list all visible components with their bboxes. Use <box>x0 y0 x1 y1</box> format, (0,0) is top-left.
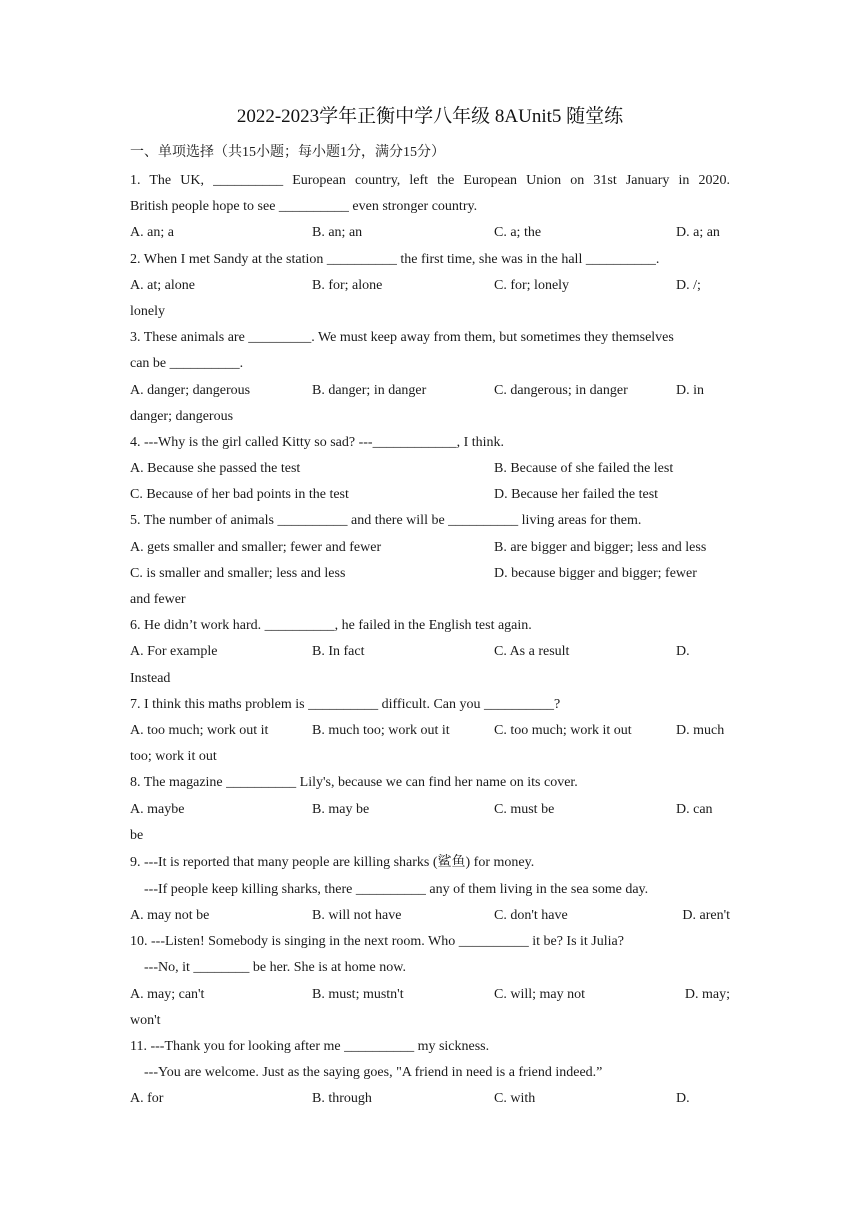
question-stem: 3. These animals are _________. We must keep away from them, but sometimes they themselves <box>130 330 674 346</box>
question-11 <box>130 1034 730 1113</box>
option-c[interactable]: C. with <box>494 1091 536 1107</box>
option-c[interactable]: C. a; the <box>494 225 542 241</box>
option-b[interactable]: B. danger; in danger <box>312 382 427 398</box>
options-row <box>130 1086 730 1112</box>
option-wrap: Instead <box>130 670 171 686</box>
question-stem: ---You are welcome. Just as the saying goes, "A friend in need is a friend indeed.” <box>144 1065 603 1081</box>
question-stem: 7. I think this maths problem is __________ difficult. Can you __________? <box>130 696 561 712</box>
option-a[interactable]: A. at; alone <box>130 277 195 293</box>
question-stem: British people hope to see __________ even stronger country. <box>130 199 478 215</box>
options-row <box>130 797 730 823</box>
option-b[interactable]: B. through <box>312 1091 372 1107</box>
option-d[interactable]: D. aren't <box>682 908 730 924</box>
options-row <box>130 456 730 482</box>
option-a[interactable]: A. gets smaller and smaller; fewer and fewer <box>130 539 382 555</box>
option-wrap: lonely <box>130 303 165 319</box>
option-d[interactable]: D. a; an <box>676 225 720 241</box>
question-stem: 5. The number of animals __________ and there will be __________ living areas for them. <box>130 513 642 529</box>
options-row <box>130 482 730 508</box>
option-wrap: be <box>130 827 144 843</box>
question-7 <box>130 692 730 771</box>
question-stem: 4. ---Why is the girl called Kitty so sad? ---____________, I think. <box>130 434 505 450</box>
option-b[interactable]: B. may be <box>312 801 370 817</box>
option-c[interactable]: C. must be <box>494 801 555 817</box>
option-c[interactable]: C. As a result <box>494 644 570 660</box>
option-b[interactable]: B. will not have <box>312 908 402 924</box>
option-d[interactable]: D. Because her failed the test <box>494 487 659 503</box>
option-wrap: and fewer <box>130 592 186 607</box>
page-title: 2022-2023学年正衡中学八年级 8AUnit5 随堂练 <box>236 106 624 127</box>
option-b[interactable]: B. In fact <box>312 644 365 660</box>
question-5 <box>130 508 730 613</box>
question-3 <box>130 325 730 430</box>
option-d[interactable]: D. /; <box>676 277 701 293</box>
question-4 <box>130 430 730 509</box>
option-a[interactable]: A. danger; dangerous <box>130 382 251 398</box>
option-a[interactable]: A. maybe <box>130 801 185 817</box>
question-stem: 11. ---Thank you for looking after me __________ my sickness. <box>130 1039 490 1054</box>
question-10 <box>130 929 730 1034</box>
question-8 <box>130 770 730 849</box>
option-d[interactable]: D. <box>676 644 690 660</box>
option-b[interactable]: B. must; mustn't <box>312 986 404 1002</box>
question-stem: ---No, it ________ be her. She is at home now. <box>144 960 406 976</box>
options-row <box>130 718 730 744</box>
option-a[interactable]: A. For example <box>130 644 218 660</box>
section-header: 一、单项选择（共15小题；每小题1分，满分15分） <box>130 145 445 160</box>
option-a[interactable]: A. an; a <box>130 225 174 241</box>
option-a[interactable]: A. may; can't <box>130 986 205 1002</box>
option-b[interactable]: B. much too; work out it <box>312 722 450 738</box>
option-d[interactable]: D. in <box>676 382 704 398</box>
option-d[interactable]: D. much <box>676 722 725 738</box>
options-row <box>130 220 730 246</box>
option-a[interactable]: A. may not be <box>130 908 210 924</box>
options-row <box>130 982 730 1008</box>
option-a[interactable]: A. for <box>130 1091 164 1107</box>
option-d[interactable]: D. may; <box>684 986 730 1002</box>
question-2 <box>130 247 730 326</box>
option-c[interactable]: C. Because of her bad points in the test <box>130 487 349 503</box>
options-row <box>130 273 730 299</box>
question-stem: 8. The magazine __________ Lily's, because we can find her name on its cover. <box>130 775 578 791</box>
options-row <box>130 903 730 929</box>
options-row <box>130 535 730 561</box>
question-stem: 9. ---It is reported that many people are killing sharks (鲨鱼) for money. <box>130 854 535 870</box>
option-b[interactable]: B. are bigger and bigger; less and less <box>494 539 707 555</box>
option-b[interactable]: B. Because of she failed the lest <box>494 461 674 477</box>
question-list <box>130 168 730 1113</box>
option-wrap: danger; dangerous <box>130 408 234 424</box>
option-wrap: too; work it out <box>130 749 217 765</box>
option-d[interactable]: D. can <box>676 801 713 817</box>
question-1 <box>130 168 730 247</box>
options-row <box>130 561 730 587</box>
option-b[interactable]: B. an; an <box>312 225 363 241</box>
question-6 <box>130 613 730 692</box>
option-wrap: won't <box>130 1012 161 1028</box>
options-row <box>130 378 730 404</box>
option-c[interactable]: C. will; may not <box>494 986 585 1002</box>
question-stem: ---If people keep killing sharks, there __________ any of them living in the sea some day. <box>144 881 649 897</box>
option-c[interactable]: C. is smaller and smaller; less and less <box>130 565 346 581</box>
option-b[interactable]: B. for; alone <box>312 277 383 293</box>
option-c[interactable]: C. for; lonely <box>494 277 570 293</box>
option-a[interactable]: A. Because she passed the test <box>130 461 301 477</box>
options-row <box>130 639 730 665</box>
question-stem: 2. When I met Sandy at the station __________ the first time, she was in the hall __________. <box>130 251 660 267</box>
question-stem: 10. ---Listen! Somebody is singing in the next room. Who __________ it be? Is it Julia? <box>130 934 624 950</box>
question-stem: 6. He didn’t work hard. __________, he failed in the English test again. <box>130 618 532 634</box>
option-d[interactable]: D. because bigger and bigger; fewer <box>494 565 697 581</box>
question-stem: 1. The UK, __________ European country, left the European Union on 31st January in 2020. <box>130 173 730 188</box>
question-stem: can be __________. <box>130 356 244 372</box>
option-c[interactable]: C. dangerous; in danger <box>494 382 628 398</box>
option-c[interactable]: C. don't have <box>494 908 568 924</box>
question-9 <box>130 849 730 929</box>
option-d[interactable]: D. <box>676 1091 690 1107</box>
option-a[interactable]: A. too much; work out it <box>130 722 269 738</box>
option-c[interactable]: C. too much; work it out <box>494 722 632 738</box>
